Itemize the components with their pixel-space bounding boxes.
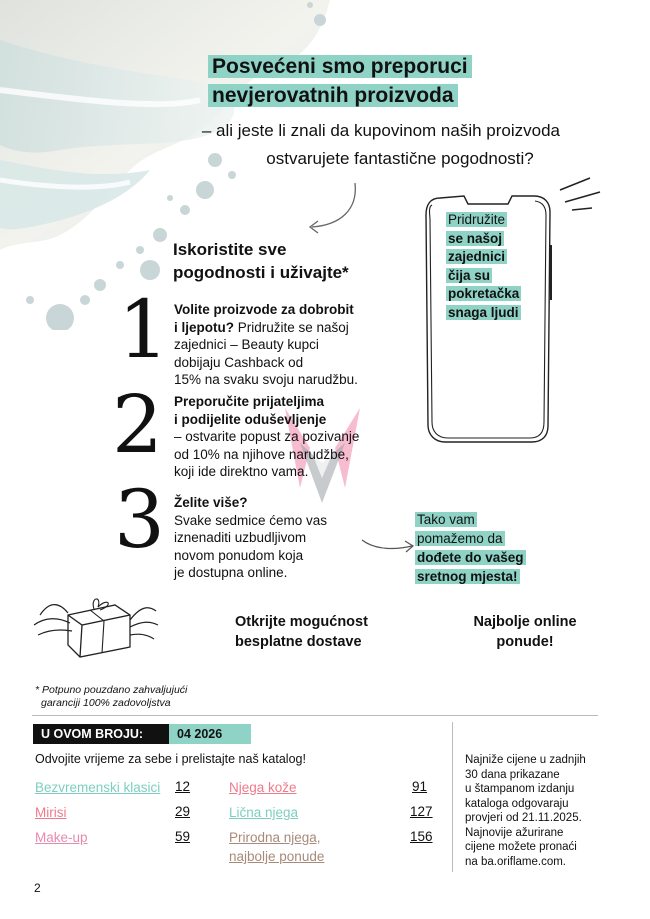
help-box-line1: Tako vam [417,512,475,527]
step-number-3: 3 [114,473,165,566]
help-box-line3: dođete do vašeg [417,550,524,565]
price-note-line4: kataloga odgovaraju [465,797,569,810]
step-1-text [174,301,384,389]
toc-page-mirisi[interactable]: 29 [175,804,191,819]
footnote-line1: * Potpuno pouzdano zahvaljujući [35,684,188,696]
step-3-body-4: novom ponudom koja [174,547,304,563]
toc-page-make-up[interactable]: 59 [175,829,191,844]
phone-text-3: zajednici [448,249,506,264]
help-box-line4: sretnog mjesta! [417,569,518,584]
benefits-heading-line1: Iskoristite sve [173,240,287,259]
step-1-body-3: zajednici – Beauty kupci [174,337,319,352]
free-delivery-line1: Otkrijte mogućnost [235,614,368,630]
toc-page-njega-koze[interactable]: 91 [412,779,428,794]
step-3-body-2: Svake sedmice ćemo vas [174,512,328,528]
divider [32,715,598,716]
toc-link-licna-njega[interactable]: Lična njega [229,805,299,820]
vertical-divider [452,722,453,872]
phone-community-text [446,211,521,322]
toc-page-licna-njega[interactable]: 127 [410,804,433,819]
phone-text-2: se našoj [448,230,503,246]
online-offers-text [470,612,580,652]
step-2-title: Preporučite prijateljima [174,394,325,409]
hero-title-line1: Posvećeni smo preporuci [208,55,472,78]
toc-link-mirisi[interactable]: Mirisi [35,805,67,820]
arrow-right-icon [360,528,420,558]
step-2-body-5: koji ide direktno vama. [174,464,309,479]
benefits-heading-line2: pogodnosti i uživajte* [173,263,349,282]
help-box-line2: pomažemo da [417,531,503,546]
price-note-line3: u štampanom izdanju [465,783,575,795]
step-1-body-4: dobijaju Cashback od [174,354,304,370]
benefits-heading [173,238,349,284]
free-delivery-text [235,612,368,652]
online-offers-line1: Najbolje online [473,614,577,630]
step-1-title: Volite proizvode za dobrobit [174,302,354,317]
online-offers-line2: ponude! [496,634,554,650]
toc-link-prirodna-line1: Prirodna njega, [229,830,321,845]
step-number-2: 2 [112,378,163,471]
step-number-1: 1 [118,283,169,376]
step-3-body-3: iznenaditi uzbudljivom [174,530,307,545]
footnote-line2: garanciji 100% zadovoljstva [41,697,171,709]
help-box [415,510,526,586]
page-number: 2 [34,881,41,895]
free-delivery-line2: besplatne dostave [235,634,362,650]
toc-label: U OVOM BROJU: [33,724,169,744]
toc-page-prirodna-njega[interactable]: 156 [410,829,433,844]
hero-subtitle-line1: – ali jeste li znali da kupovinom naših proizvoda [201,121,560,140]
toc-link-prirodna-njega[interactable] [229,829,324,865]
step-1-body-5: 15% na svaku svoju narudžbu. [174,372,358,387]
price-note-line6: Najnovije ažurirane [465,826,564,839]
flying-package-icon [30,585,160,665]
phone-text-5: pokretačka [448,286,520,301]
toc-link-bezvremenski-klasici[interactable]: Bezvremenski klasici [35,780,161,795]
step-2-text [174,393,384,481]
step-2-body-4: od 10% na njihove narudžbe, [174,446,349,462]
step-1-body: Pridružite se našoj [234,319,349,335]
toc-header [33,724,251,744]
hero-title-line2: nevjerovatnih proizvoda [208,84,458,107]
step-1-title-2: i ljepotu? [174,319,234,335]
step-2-title-2: i podijelite oduševljenje [174,411,327,427]
price-note-line8: na ba.oriflame.com. [465,855,566,868]
guarantee-footnote [35,684,187,710]
step-3-text [174,494,374,582]
step-3-body-5: je dostupna online. [174,565,288,580]
toc-intro: Odvojite vrijeme za sebe i prelistajte naš katalog! [35,752,306,766]
toc-link-njega-koze[interactable]: Njega kože [229,780,297,795]
step-3-title: Želite više? [174,495,248,510]
toc-link-prirodna-line2: najbolje ponude [229,849,325,864]
phone-text-6: snaga ljudi [448,304,519,320]
price-note-line2: 30 dana prikazane [465,768,560,781]
step-2-body-3: – ostvarite popust za pozivanje [174,429,360,444]
curved-arrow-icon [300,175,370,245]
hero-subtitle-line2: ostvarujete fantastične pogodnosti? [266,149,534,168]
toc-link-make-up[interactable]: Make-up [35,830,88,845]
phone-text-1: Pridružite [448,212,506,227]
price-note-line5: provjeri od 21.11.2025. [465,812,582,824]
toc-issue: 04 2026 [169,724,251,744]
price-note-line7: cijene možete pronaći [465,841,577,853]
hero-title [208,53,472,109]
price-note [465,753,586,869]
price-note-line1: Najniže cijene u zadnjih [465,754,586,766]
phone-text-4: čija su [448,267,491,283]
toc-page-bezvremenski-klasici[interactable]: 12 [175,779,191,794]
